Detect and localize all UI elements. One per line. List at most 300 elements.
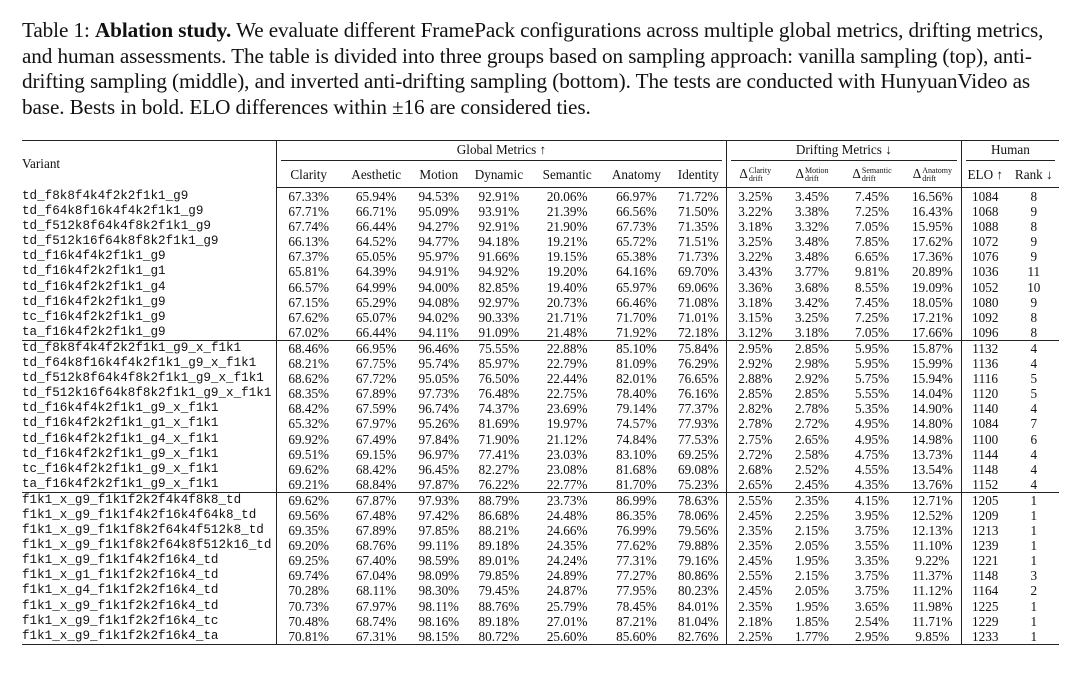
value-cell: 1 (1009, 629, 1059, 645)
value-cell: 95.74% (418, 356, 460, 372)
value-cell: 67.04% (355, 568, 397, 584)
value-cell: 1088 (961, 219, 1008, 234)
value-cell: 94.11% (418, 324, 459, 340)
value-cell: 17.36% (912, 249, 953, 265)
value-cell: 5.35% (855, 401, 890, 417)
value-cell: 2.45% (726, 583, 783, 598)
col-header-semantic: Semantic (532, 162, 602, 188)
value-cell: 14.80% (912, 416, 953, 432)
value-cell: 95.05% (418, 371, 460, 387)
table-row (22, 599, 1059, 614)
table-row (22, 432, 1059, 447)
value-cell: 3.25% (726, 234, 783, 249)
value-cell: 1084 (961, 188, 1008, 205)
value-cell: 2.35% (726, 599, 783, 614)
value-cell: 3.18% (726, 295, 783, 310)
value-cell: 69.62% (277, 492, 341, 508)
value-cell: 1120 (961, 386, 1008, 401)
value-cell: 86.35% (616, 507, 657, 523)
value-cell: 67.62% (277, 310, 341, 325)
value-cell: 23.03% (546, 446, 588, 462)
col-header-delta-motion: Δ Motion drift (784, 162, 840, 188)
value-cell: 67.37% (277, 249, 341, 264)
variant-cell: f1k1_x_g9_f1k1f4k2f16k4f64k8_td (22, 507, 257, 522)
value-cell: 7.25% (855, 309, 890, 325)
value-cell: 13.54% (912, 461, 953, 477)
value-cell: 6 (1030, 431, 1038, 447)
value-cell: 71.90% (478, 431, 520, 447)
variant-cell: td_f16k4f2k2f1k1_g9 (22, 294, 166, 309)
value-cell: 2.15% (794, 523, 830, 539)
value-cell: 81.70% (616, 476, 657, 492)
value-cell: 79.16% (677, 553, 719, 569)
value-cell: 97.93% (412, 492, 465, 508)
value-cell: 19.09% (912, 279, 953, 295)
value-cell: 14.04% (912, 386, 953, 402)
value-cell: 8 (1030, 309, 1038, 325)
value-cell: 91.09% (478, 324, 520, 340)
value-cell: 2.55% (726, 568, 783, 583)
value-cell: 85.60% (602, 629, 671, 645)
value-cell: 67.97% (355, 416, 397, 432)
value-cell: 98.09% (418, 568, 460, 584)
value-cell: 67.72% (355, 371, 397, 387)
value-cell: 2.75% (726, 432, 783, 447)
value-cell: 2.54% (855, 613, 890, 629)
value-cell: 94.92% (478, 264, 520, 280)
variant-cell: f1k1_x_g4_f1k1f2k2f16k4_td (22, 583, 219, 598)
global-metrics-header: Global Metrics ↑ (281, 142, 722, 161)
value-cell: 14.98% (912, 431, 953, 447)
value-cell: 95.97% (418, 249, 460, 265)
value-cell: 2.05% (794, 538, 830, 554)
value-cell: 86.99% (602, 492, 671, 508)
value-cell: 69.15% (355, 446, 397, 462)
value-cell: 94.77% (418, 234, 460, 250)
value-cell: 24.35% (546, 538, 588, 554)
value-cell: 3.65% (855, 598, 890, 614)
value-cell: 1092 (961, 310, 1008, 325)
value-cell: 66.95% (340, 340, 412, 356)
value-cell: 92.97% (478, 294, 520, 310)
value-cell: 1076 (961, 249, 1008, 264)
value-cell: 27.01% (546, 613, 588, 629)
value-cell: 2 (1030, 583, 1038, 599)
value-cell: 1229 (961, 614, 1008, 629)
value-cell: 21.71% (546, 309, 588, 325)
variant-cell: td_f512k16f64k8f8k2f1k1_g9 (22, 234, 219, 249)
value-cell: 15.99% (912, 356, 953, 372)
table-row (22, 280, 1059, 295)
table-row (22, 583, 1059, 598)
value-cell: 3.15% (726, 310, 783, 325)
value-cell: 75.84% (671, 340, 726, 356)
value-cell: 2.98% (794, 356, 830, 372)
value-cell: 4 (1030, 461, 1038, 477)
variant-cell: ta_f16k4f2k2f1k1_g9 (22, 324, 166, 339)
value-cell: 3.38% (794, 204, 830, 220)
value-cell: 68.35% (277, 386, 341, 401)
value-cell: 65.32% (277, 416, 341, 431)
value-cell: 94.18% (478, 234, 520, 250)
table-row (22, 614, 1059, 629)
value-cell: 98.16% (418, 613, 460, 629)
value-cell: 1 (1009, 492, 1059, 508)
value-cell: 19.20% (546, 264, 588, 280)
value-cell: 17.66% (912, 324, 953, 340)
value-cell: 4.35% (855, 476, 890, 492)
value-cell: 77.37% (677, 401, 719, 417)
value-cell: 2.55% (726, 492, 783, 508)
value-cell: 5.75% (855, 371, 890, 387)
value-cell: 4.75% (855, 446, 890, 462)
table-row (22, 568, 1059, 583)
value-cell: 71.08% (677, 294, 719, 310)
value-cell: 80.72% (466, 629, 533, 645)
value-cell: 7.45% (855, 294, 890, 310)
value-cell: 2.85% (794, 386, 830, 402)
value-cell: 1148 (961, 462, 1008, 477)
value-cell: 5 (1030, 386, 1038, 402)
value-cell: 7.85% (855, 234, 890, 250)
value-cell: 23.69% (546, 401, 588, 417)
value-cell: 1225 (961, 599, 1008, 614)
variant-cell: td_f16k4f2k2f1k1_g1 (22, 264, 166, 279)
value-cell: 3.12% (726, 325, 783, 341)
value-cell: 69.92% (277, 432, 341, 447)
value-cell: 65.29% (355, 294, 397, 310)
human-header: Human (966, 142, 1055, 161)
value-cell: 96.97% (418, 446, 460, 462)
value-cell: 78.63% (671, 492, 726, 508)
value-cell: 20.06% (546, 189, 588, 204)
table-row (22, 249, 1059, 264)
value-cell: 77.31% (616, 553, 657, 569)
table-row (22, 234, 1059, 249)
value-cell: 22.77% (546, 476, 588, 492)
value-cell: 67.87% (340, 492, 412, 508)
value-cell: 2.65% (794, 431, 830, 447)
value-cell: 7.05% (855, 219, 890, 235)
value-cell: 69.20% (277, 538, 341, 553)
value-cell: 21.90% (546, 219, 588, 235)
value-cell: 3.22% (726, 204, 783, 219)
value-cell: 11.71% (912, 613, 953, 629)
value-cell: 3.95% (855, 507, 890, 523)
value-cell: 1.77% (784, 629, 840, 645)
variant-cell: ta_f16k4f2k2f1k1_g9_x_f1k1 (22, 476, 219, 491)
value-cell: 77.27% (616, 568, 657, 584)
value-cell: 69.08% (677, 461, 719, 477)
value-cell: 24.89% (546, 568, 588, 584)
value-cell: 15.95% (912, 219, 953, 235)
value-cell: 1164 (961, 583, 1008, 598)
value-cell: 68.42% (277, 401, 341, 416)
value-cell: 70.73% (277, 599, 341, 614)
value-cell: 1068 (961, 204, 1008, 219)
value-cell: 3.48% (794, 234, 830, 250)
variant-cell: tc_f16k4f2k2f1k1_g9 (22, 309, 166, 324)
value-cell: 4.95% (855, 416, 890, 432)
table-row (22, 401, 1059, 416)
value-cell: 98.11% (418, 598, 459, 614)
value-cell: 1132 (961, 340, 1008, 356)
value-cell: 1100 (961, 432, 1008, 447)
value-cell: 94.08% (418, 294, 460, 310)
value-cell: 67.48% (355, 507, 397, 523)
value-cell: 65.72% (616, 234, 657, 250)
table-row (22, 325, 1059, 341)
value-cell: 64.16% (616, 264, 657, 280)
variant-cell: f1k1_x_g9_f1k1f4k2f16k4_td (22, 553, 219, 568)
caption-label: Table 1: (22, 18, 90, 42)
value-cell: 69.35% (277, 523, 341, 538)
value-cell: 1239 (961, 538, 1008, 553)
value-cell: 1213 (961, 523, 1008, 538)
value-cell: 85.10% (602, 340, 671, 356)
caption-text: We evaluate different FramePack configurations across multiple global metrics, drifting metrics, and human assessments. The table is divided into three groups based on sampling approach: vanilla sampling (top), anti-drifting sampling (middle), and inverted anti-drifting sampling (bottom). The tests are conducted with HunyuanVideo as base. Bests in bold. ELO differences within ±16 are considered ties. (22, 18, 1044, 119)
value-cell: 70.48% (277, 614, 341, 629)
value-cell: 97.42% (418, 507, 460, 523)
value-cell: 68.62% (277, 371, 341, 386)
value-cell: 4.55% (855, 461, 890, 477)
value-cell: 3.36% (726, 280, 783, 295)
value-cell: 1036 (961, 264, 1008, 279)
value-cell: 76.50% (478, 371, 520, 387)
value-cell: 72.18% (677, 324, 719, 340)
value-cell: 16.56% (912, 189, 953, 204)
value-cell: 94.53% (418, 189, 460, 204)
value-cell: 2.85% (726, 386, 783, 401)
value-cell: 5.95% (840, 340, 904, 356)
value-cell: 7.25% (855, 204, 890, 220)
value-cell: 2.72% (726, 447, 783, 462)
value-cell: 9 (1030, 249, 1038, 265)
value-cell: 21.39% (546, 204, 588, 220)
value-cell: 69.56% (277, 508, 341, 523)
table-row (22, 295, 1059, 310)
value-cell: 81.04% (677, 613, 719, 629)
variant-cell: td_f64k8f16k4f4k2f1k1_g9 (22, 204, 204, 219)
value-cell: 69.21% (277, 477, 341, 493)
value-cell: 81.69% (478, 416, 520, 432)
value-cell: 1 (1030, 598, 1038, 614)
value-cell: 25.60% (532, 629, 602, 645)
value-cell: 2.95% (726, 340, 783, 356)
value-cell: 19.15% (546, 249, 588, 265)
value-cell: 3 (1030, 568, 1038, 584)
col-header-delta-anatomy: Δ Anatomy drift (904, 162, 961, 188)
value-cell: 89.18% (478, 613, 520, 629)
value-cell: 9 (1030, 294, 1038, 310)
value-cell: 9 (1030, 234, 1038, 250)
value-cell: 78.40% (616, 386, 657, 402)
variant-cell: f1k1_x_g1_f1k1f2k2f16k4_td (22, 568, 219, 583)
value-cell: 3.35% (855, 553, 890, 569)
variant-cell: td_f512k16f64k8f8k2f1k1_g9_x_f1k1 (22, 386, 272, 401)
value-cell: 74.57% (616, 416, 657, 432)
table-row (22, 538, 1059, 553)
value-cell: 3.22% (726, 249, 783, 264)
value-cell: 4 (1030, 446, 1038, 462)
value-cell: 95.09% (418, 204, 460, 220)
value-cell: 9 (1030, 204, 1038, 220)
value-cell: 66.57% (277, 280, 341, 295)
value-cell: 68.84% (355, 476, 397, 492)
value-cell: 71.51% (677, 234, 719, 250)
value-cell: 65.07% (355, 309, 397, 325)
value-cell: 89.18% (478, 538, 520, 554)
value-cell: 3.18% (726, 219, 783, 234)
value-cell: 78.45% (616, 598, 657, 614)
value-cell: 20.73% (546, 294, 588, 310)
table-row (22, 492, 1059, 508)
value-cell: 19.40% (546, 279, 588, 295)
value-cell: 24.24% (546, 553, 588, 569)
variant-cell: td_f64k8f16k4f4k2f1k1_g9_x_f1k1 (22, 356, 257, 371)
table-row (22, 340, 1059, 356)
value-cell: 66.44% (355, 324, 397, 340)
value-cell: 15.94% (912, 371, 953, 387)
value-cell: 67.40% (355, 553, 397, 569)
value-cell: 10 (1027, 279, 1041, 295)
value-cell: 97.84% (418, 431, 460, 447)
value-cell: 2.52% (794, 461, 830, 477)
value-cell: 2.68% (726, 462, 783, 477)
value-cell: 1148 (961, 568, 1008, 583)
value-cell: 4 (1030, 401, 1038, 417)
value-cell: 68.46% (277, 340, 341, 356)
value-cell: 8 (1030, 219, 1038, 235)
value-cell: 80.23% (677, 583, 719, 599)
value-cell: 68.11% (356, 583, 397, 599)
value-cell: 79.88% (677, 538, 719, 554)
value-cell: 1140 (961, 401, 1008, 416)
value-cell: 77.53% (677, 431, 719, 447)
value-cell: 67.49% (355, 431, 397, 447)
value-cell: 22.44% (546, 371, 588, 387)
value-cell: 71.92% (616, 324, 657, 340)
value-cell: 77.62% (616, 538, 657, 554)
value-cell: 1.95% (794, 598, 830, 614)
value-cell: 1.85% (794, 613, 830, 629)
table-row (22, 386, 1059, 401)
value-cell: 2.92% (726, 356, 783, 371)
table-row (22, 523, 1059, 538)
value-cell: 65.94% (355, 189, 397, 204)
caption-title: Ablation study. (94, 18, 232, 42)
value-cell: 67.33% (277, 188, 341, 205)
variant-cell: td_f16k4f2k2f1k1_g4_x_f1k1 (22, 431, 219, 446)
value-cell: 65.38% (616, 249, 657, 265)
value-cell: 68.42% (355, 461, 397, 477)
value-cell: 67.74% (277, 219, 341, 234)
value-cell: 91.66% (478, 249, 520, 265)
value-cell: 66.71% (355, 204, 397, 220)
value-cell: 2.05% (794, 583, 830, 599)
value-cell: 24.66% (546, 523, 588, 539)
value-cell: 67.59% (355, 401, 397, 417)
col-header-delta-clarity: Δ Clarity drift (726, 162, 783, 188)
value-cell: 66.56% (616, 204, 657, 220)
variant-cell: td_f8k8f4k4f2k2f1k1_g9 (22, 188, 189, 203)
table-row (22, 477, 1059, 493)
value-cell: 69.06% (677, 279, 719, 295)
value-cell: 2.72% (794, 416, 830, 432)
value-cell: 96.74% (418, 401, 460, 417)
value-cell: 3.75% (855, 583, 890, 599)
value-cell: 2.35% (726, 523, 783, 538)
value-cell: 5.95% (855, 356, 890, 372)
value-cell: 3.45% (794, 189, 830, 204)
col-header-identity: Identity (671, 162, 726, 188)
value-cell: 84.01% (677, 598, 719, 614)
variant-cell: td_f16k4f2k2f1k1_g1_x_f1k1 (22, 416, 219, 431)
value-cell: 67.71% (277, 204, 341, 219)
table-row (22, 462, 1059, 477)
value-cell: 68.76% (355, 538, 397, 554)
table-caption (22, 18, 1062, 120)
value-cell: 95.26% (418, 416, 460, 432)
value-cell: 2.25% (794, 507, 830, 523)
value-cell: 20.89% (912, 264, 953, 280)
value-cell: 15.87% (904, 340, 961, 356)
value-cell: 2.65% (726, 477, 783, 493)
value-cell: 1 (1030, 553, 1038, 569)
value-cell: 2.45% (794, 476, 830, 492)
value-cell: 3.55% (855, 538, 890, 554)
table-row (22, 219, 1059, 234)
value-cell: 19.97% (546, 416, 588, 432)
value-cell: 7.45% (855, 189, 890, 204)
value-cell: 68.74% (355, 613, 397, 629)
value-cell: 14.90% (912, 401, 953, 417)
value-cell: 1136 (961, 356, 1008, 371)
value-cell: 4 (1030, 476, 1038, 492)
value-cell: 68.21% (277, 356, 341, 371)
value-cell: 82.76% (671, 629, 726, 645)
value-cell: 12.71% (904, 492, 961, 508)
value-cell: 1 (1030, 538, 1038, 554)
value-cell: 1144 (961, 447, 1008, 462)
value-cell: 2.85% (784, 340, 840, 356)
value-cell: 96.46% (412, 340, 465, 356)
value-cell: 79.14% (616, 401, 657, 417)
value-cell: 75.55% (466, 340, 533, 356)
value-cell: 74.84% (616, 431, 657, 447)
table-row (22, 508, 1059, 523)
value-cell: 94.02% (418, 309, 460, 325)
value-cell: 4 (1030, 356, 1038, 372)
value-cell: 1 (1030, 613, 1038, 629)
variant-cell: tc_f16k4f2k2f1k1_g9_x_f1k1 (22, 461, 219, 476)
value-cell: 21.12% (546, 431, 588, 447)
value-cell: 9.81% (855, 264, 890, 280)
value-cell: 22.75% (546, 386, 588, 402)
value-cell: 22.88% (532, 340, 602, 356)
value-cell: 3.43% (726, 264, 783, 279)
value-cell: 69.74% (277, 568, 341, 583)
value-cell: 75.23% (677, 476, 719, 492)
value-cell: 85.97% (478, 356, 520, 372)
table-row (22, 310, 1059, 325)
value-cell: 3.75% (855, 568, 890, 584)
variant-cell: td_f16k4f2k2f1k1_g9_x_f1k1 (22, 446, 219, 461)
value-cell: 66.44% (355, 219, 397, 235)
value-cell: 93.91% (478, 204, 520, 220)
value-cell: 79.85% (478, 568, 520, 584)
value-cell: 77.95% (616, 583, 657, 599)
